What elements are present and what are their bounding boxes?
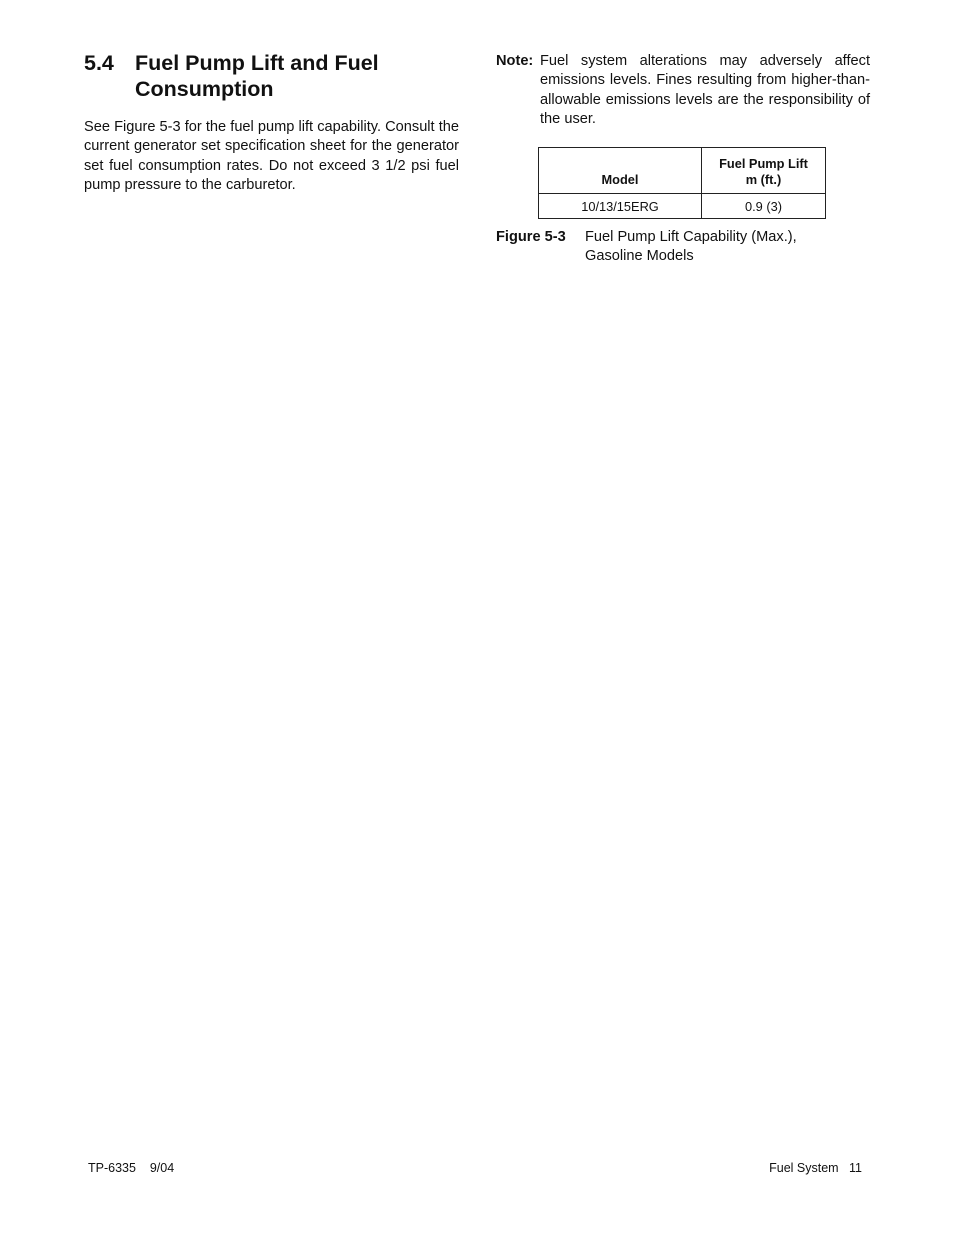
cell-lift: 0.9 (3) [702, 194, 826, 219]
section-body-paragraph: See Figure 5-3 for the fuel pump lift capability. Consult the current generator set specification sheet for the generator set fuel consumption rates. Do not exceed 3 1/2 psi fuel pump pressure to the carburetor. [84, 119, 459, 194]
section-heading [84, 50, 459, 102]
table-header-fuel-pump-lift [702, 148, 826, 194]
left-column [84, 50, 459, 196]
table-header-model [539, 148, 702, 194]
table-header-row [539, 148, 826, 194]
figure-caption-line-2: Gasoline Models [585, 248, 694, 264]
table-row [539, 194, 826, 219]
section-title: Fuel Pump Lift and Fuel Consumption [135, 51, 379, 101]
figure-label: Figure 5-3 [496, 229, 566, 245]
note-label: Note: [496, 53, 534, 69]
note-text: Fuel system alterations may adversely affect emissions levels. Fines resulting from higher-than-allowable emissions levels are the responsibility of the user. [540, 53, 870, 128]
header-lift-label: Fuel Pump Lift [719, 156, 808, 171]
figure-caption-text [585, 228, 870, 266]
footer-section-name: Fuel System [769, 1161, 839, 1175]
fuel-pump-lift-table [538, 147, 826, 219]
header-lift-unit: m (ft.) [745, 172, 782, 187]
footer-doc-number: TP-6335 [88, 1161, 136, 1175]
footer-right [769, 1161, 862, 1175]
cell-model: 10/13/15ERG [539, 194, 702, 219]
figure-caption-line-1: Fuel Pump Lift Capability (Max.), [585, 229, 797, 245]
footer-page-number: 11 [849, 1161, 862, 1175]
header-model-label: Model [601, 172, 639, 187]
note-block [496, 52, 870, 130]
footer-left [88, 1161, 174, 1175]
section-number: 5.4 [84, 51, 114, 75]
figure-caption [496, 228, 870, 266]
footer-date: 9/04 [149, 1161, 175, 1175]
right-column [496, 52, 870, 264]
